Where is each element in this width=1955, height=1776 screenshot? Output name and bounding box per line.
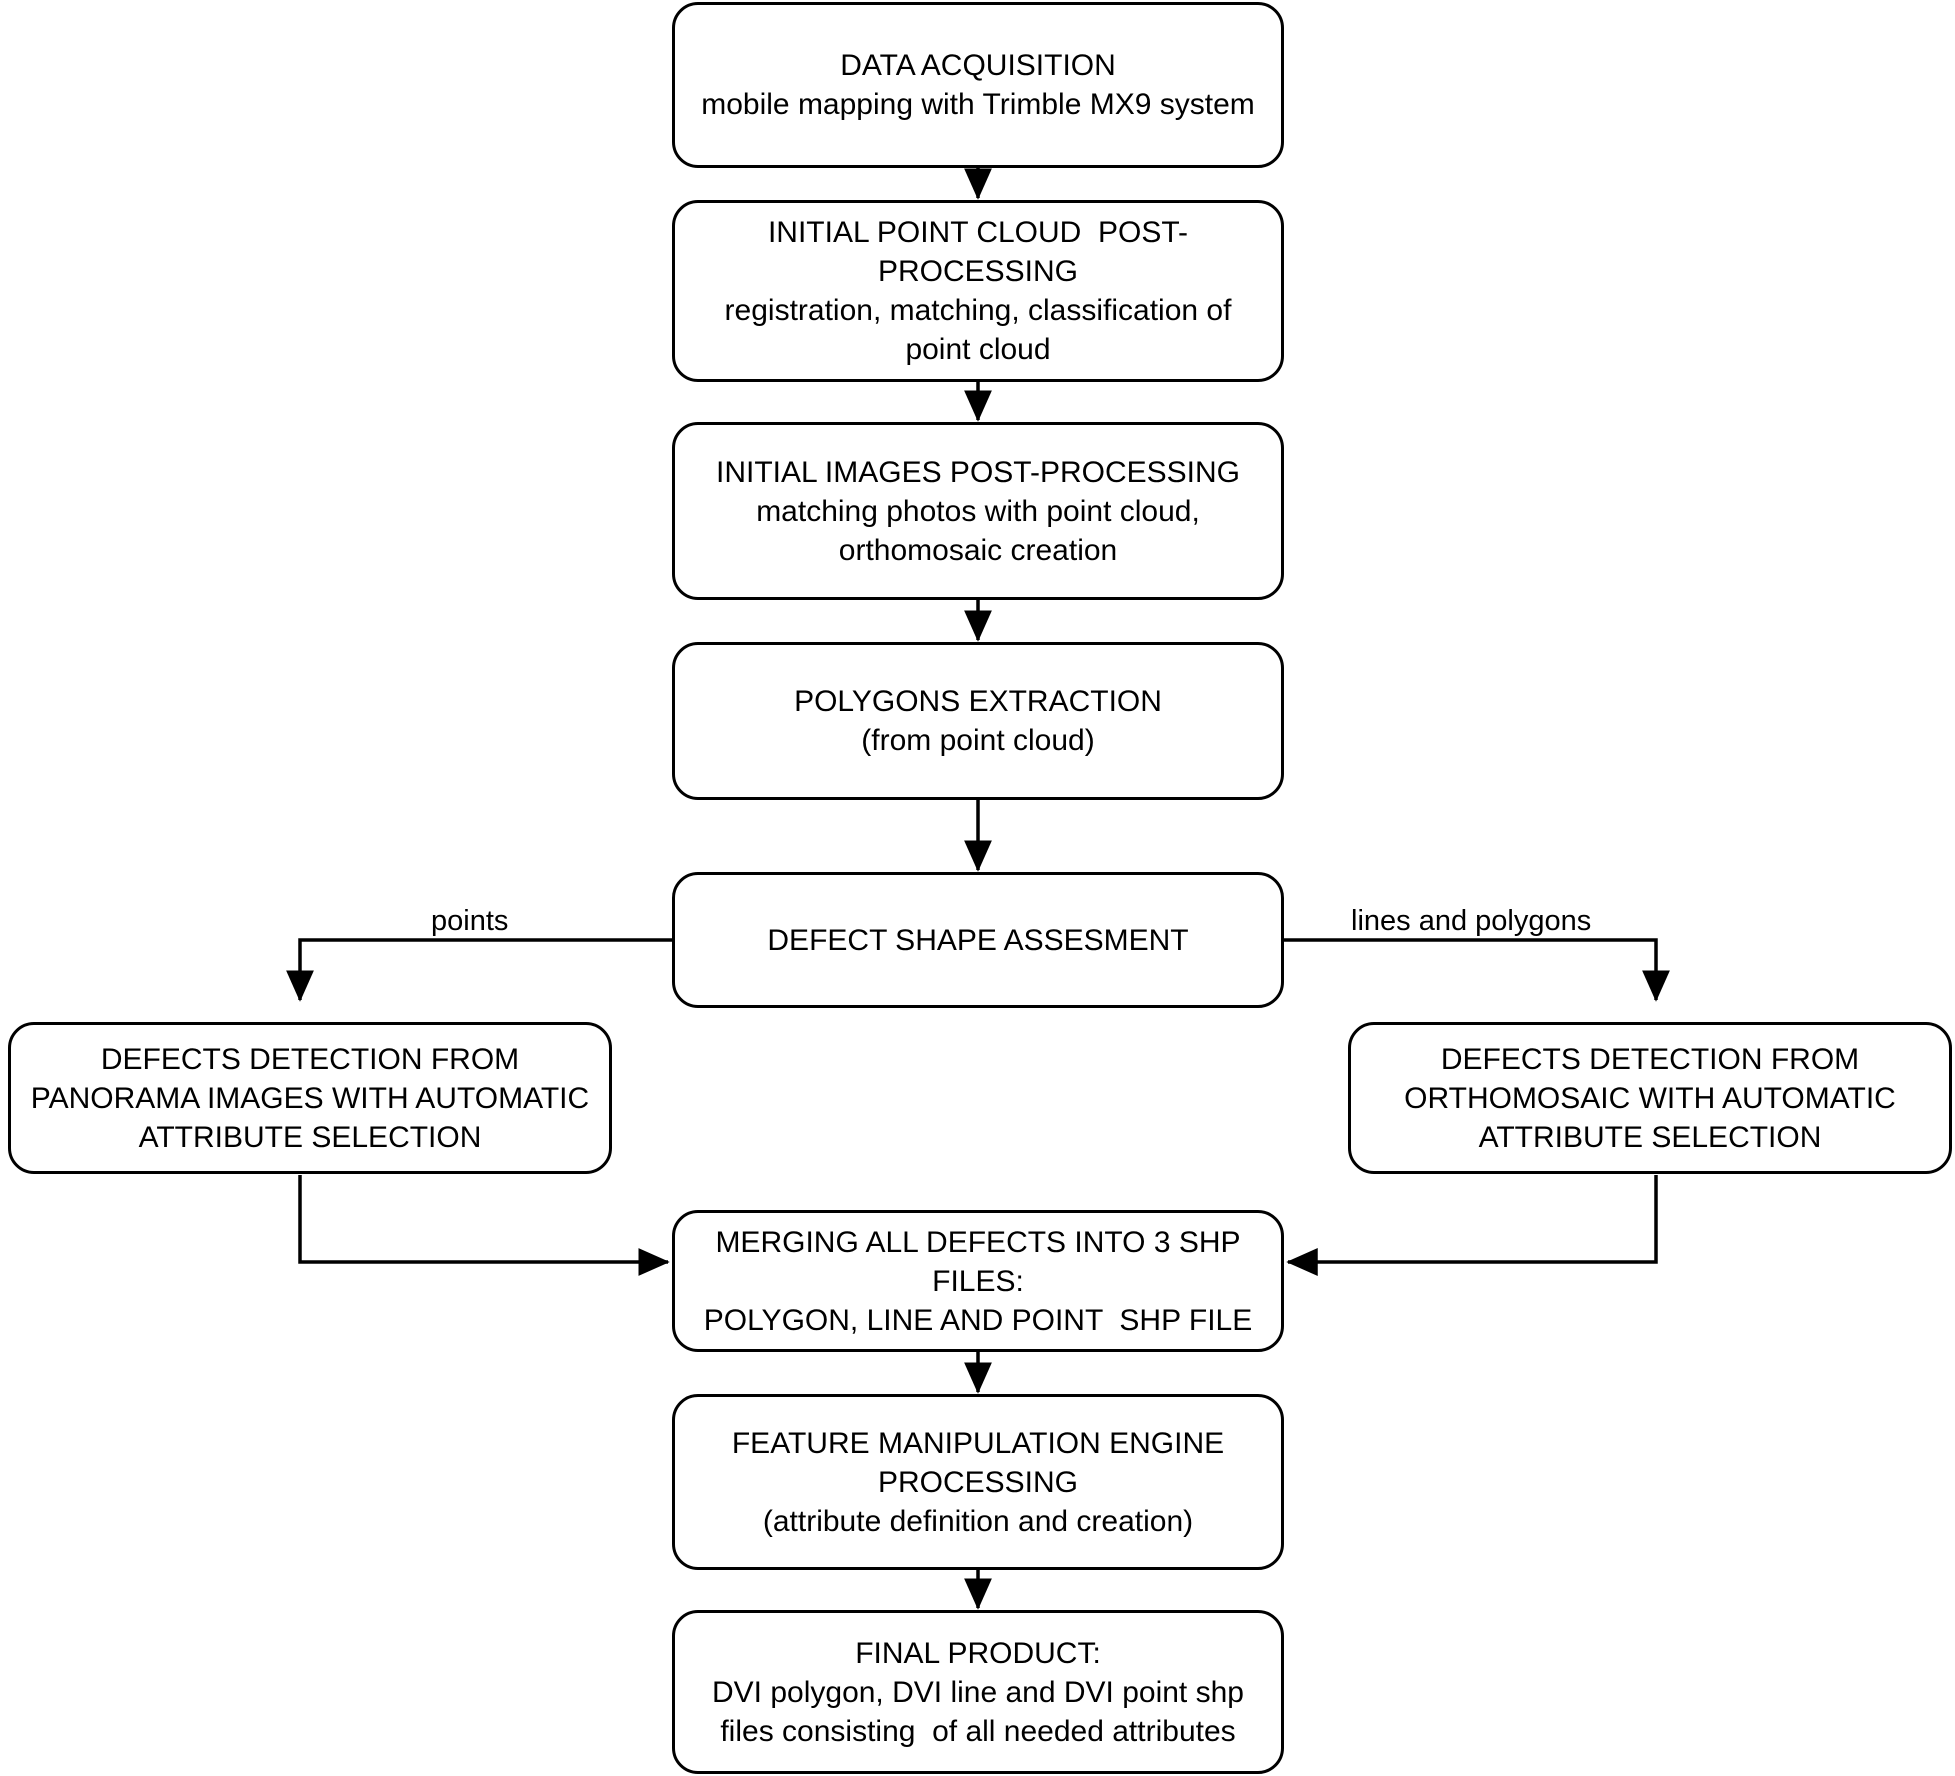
node-title-line: INITIAL IMAGES POST-PROCESSING [716, 455, 1240, 489]
node-subtitle-line: matching photos with point cloud, [756, 494, 1200, 528]
node-subtitle-line: DVI polygon, DVI line and DVI point shp [712, 1675, 1244, 1709]
node-title-line: ORTHOMOSAIC WITH AUTOMATIC [1404, 1081, 1896, 1115]
node-defect-shape-assesment[interactable] [672, 872, 1284, 1008]
connector-defectshape-to-orthomosaic [1278, 940, 1656, 1000]
node-merging-defects[interactable] [672, 1210, 1284, 1352]
node-initial-point-cloud-post-processing[interactable] [672, 200, 1284, 382]
connector-panorama-to-merging [300, 1175, 668, 1262]
node-title-line: POLYGONS EXTRACTION [794, 685, 1162, 718]
node-title-line: PROCESSING [877, 1465, 1079, 1499]
node-title-line: DEFECTS DETECTION FROM [1440, 1042, 1860, 1076]
node-title-line: PROCESSING [877, 255, 1079, 288]
node-subtitle-line: orthomosaic creation [838, 533, 1118, 567]
node-subtitle-line: mobile mapping with Trimble MX9 system [701, 88, 1255, 121]
node-final-product[interactable] [672, 1610, 1284, 1774]
node-subtitle-line: (from point cloud) [861, 724, 1095, 757]
node-title-line: DEFECT SHAPE ASSESMENT [767, 923, 1189, 957]
node-subtitle-line: files consisting of all needed attributes [720, 1714, 1236, 1748]
node-subtitle-line: registration, matching, classification of [724, 294, 1232, 327]
node-title-line: ATTRIBUTE SELECTION [138, 1120, 482, 1154]
node-title-line: DEFECTS DETECTION FROM [100, 1042, 520, 1076]
node-data-acquisition[interactable] [672, 2, 1284, 168]
node-title-line: FILES: [932, 1264, 1024, 1298]
connector-defectshape-to-panorama [300, 940, 678, 1000]
node-title-line: DATA ACQUISITION [840, 49, 1116, 82]
node-initial-images-post-processing[interactable] [672, 422, 1284, 600]
node-title-line: FEATURE MANIPULATION ENGINE [731, 1426, 1225, 1460]
node-title-line: ATTRIBUTE SELECTION [1478, 1120, 1822, 1154]
node-defects-detection-panorama[interactable] [8, 1022, 612, 1174]
node-title-line: PANORAMA IMAGES WITH AUTOMATIC [30, 1081, 590, 1115]
node-title-line: FINAL PRODUCT: [855, 1636, 1101, 1670]
node-title-line: INITIAL POINT CLOUD POST- [767, 216, 1189, 249]
node-subtitle-line: (attribute definition and creation) [762, 1504, 1194, 1538]
edge-label-lines-and-polygons: lines and polygons [1345, 905, 1597, 938]
edge-label-points: points [425, 905, 514, 938]
node-title-line: POLYGON, LINE AND POINT SHP FILE [703, 1303, 1253, 1337]
node-polygons-extraction[interactable] [672, 642, 1284, 800]
node-subtitle-line: point cloud [905, 333, 1051, 366]
node-title-line: MERGING ALL DEFECTS INTO 3 SHP [715, 1225, 1241, 1259]
connector-orthomosaic-to-merging [1288, 1175, 1656, 1262]
node-defects-detection-orthomosaic[interactable] [1348, 1022, 1952, 1174]
node-feature-manipulation-engine[interactable] [672, 1394, 1284, 1570]
